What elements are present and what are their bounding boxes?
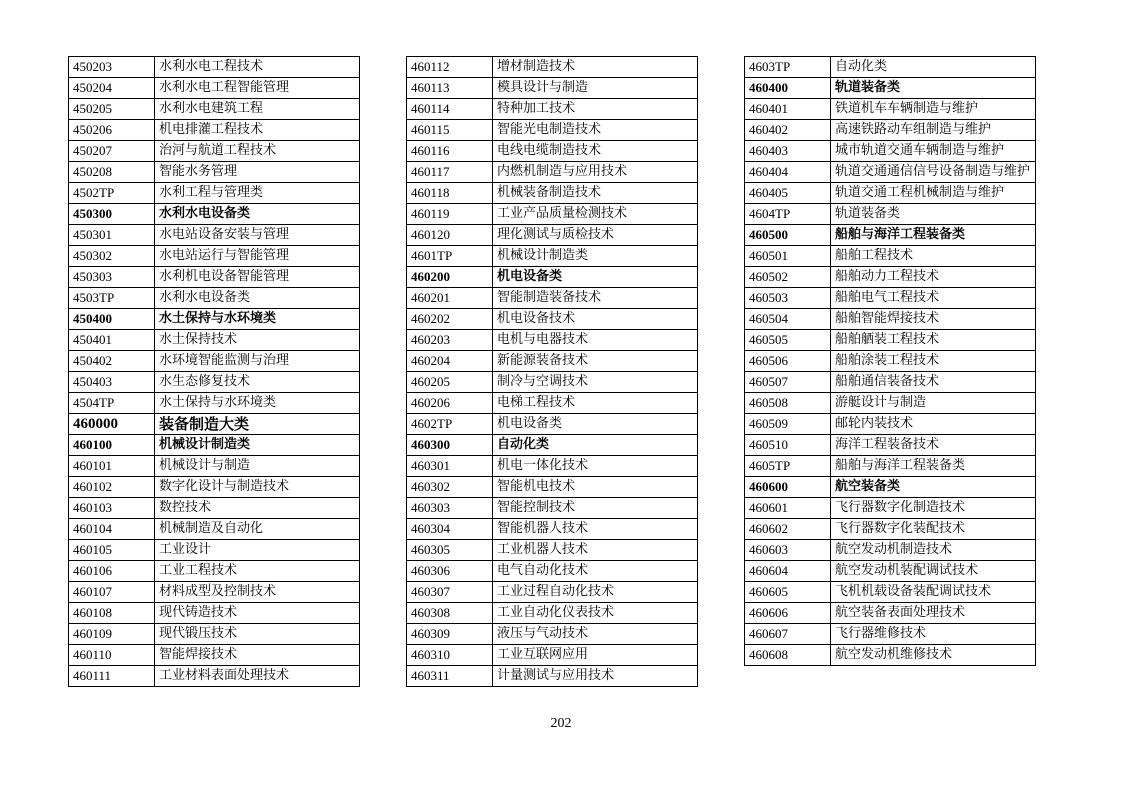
major-code: 460304: [407, 519, 493, 540]
table-row: [745, 540, 1036, 561]
major-code: 460115: [407, 120, 493, 141]
major-code: 450401: [69, 330, 155, 351]
major-code: 460206: [407, 393, 493, 414]
table-row: [407, 120, 698, 141]
major-code: 450303: [69, 267, 155, 288]
major-code: 460106: [69, 561, 155, 582]
major-code: 460504: [745, 309, 831, 330]
major-name: 水利水电设备类: [155, 204, 360, 225]
major-name: 工业产品质量检测技术: [493, 204, 698, 225]
major-name: 水利机电设备智能管理: [155, 267, 360, 288]
table-row: [69, 351, 360, 372]
major-code: 460302: [407, 477, 493, 498]
table-row: [407, 288, 698, 309]
major-name: 智能焊接技术: [155, 645, 360, 666]
major-code: 460303: [407, 498, 493, 519]
major-name: 水利水电设备类: [155, 288, 360, 309]
table-row: [745, 246, 1036, 267]
major-name: 机械设计制造类: [155, 435, 360, 456]
table-row: [69, 624, 360, 645]
table-row: [745, 603, 1036, 624]
table-row: [69, 309, 360, 330]
major-code: 460605: [745, 582, 831, 603]
table-row: [745, 99, 1036, 120]
table-row: [745, 393, 1036, 414]
table-row: [745, 225, 1036, 246]
major-name: 智能机器人技术: [493, 519, 698, 540]
catalog-table-1: [68, 56, 360, 687]
major-name: 轨道交通工程机械制造与维护: [831, 183, 1036, 204]
table-row: [407, 561, 698, 582]
table-row: [407, 309, 698, 330]
table-row: [69, 477, 360, 498]
major-code: 460201: [407, 288, 493, 309]
major-code: 460119: [407, 204, 493, 225]
major-name: 智能制造装备技术: [493, 288, 698, 309]
table-row: [407, 603, 698, 624]
major-code: 460311: [407, 666, 493, 687]
table-row: [69, 99, 360, 120]
major-name: 铁道机车车辆制造与维护: [831, 99, 1036, 120]
major-code: 460401: [745, 99, 831, 120]
major-name: 轨道装备类: [831, 78, 1036, 99]
table-row: [745, 162, 1036, 183]
table-row: [69, 330, 360, 351]
major-code: 4605TP: [745, 456, 831, 477]
major-name: 飞行器数字化装配技术: [831, 519, 1036, 540]
major-name: 智能水务管理: [155, 162, 360, 183]
major-name: 智能机电技术: [493, 477, 698, 498]
major-name: 船舶通信装备技术: [831, 372, 1036, 393]
page-number: 202: [550, 716, 572, 731]
major-name: 电气自动化技术: [493, 561, 698, 582]
major-code: 460205: [407, 372, 493, 393]
major-name: 海洋工程装备技术: [831, 435, 1036, 456]
major-code: 460202: [407, 309, 493, 330]
major-code: 460607: [745, 624, 831, 645]
major-code: 460505: [745, 330, 831, 351]
major-code: 460603: [745, 540, 831, 561]
major-name: 计量测试与应用技术: [493, 666, 698, 687]
major-code: 4601TP: [407, 246, 493, 267]
major-name: 船舶工程技术: [831, 246, 1036, 267]
major-code: 460402: [745, 120, 831, 141]
table-row: [745, 183, 1036, 204]
major-name: 装备制造大类: [155, 414, 360, 435]
major-name: 水利水电工程智能管理: [155, 78, 360, 99]
major-code: 460112: [407, 57, 493, 78]
table-row: [745, 435, 1036, 456]
major-name: 工业互联网应用: [493, 645, 698, 666]
table-row: [407, 624, 698, 645]
major-name: 机械制造及自动化: [155, 519, 360, 540]
table-row: [69, 645, 360, 666]
major-code: 4502TP: [69, 183, 155, 204]
table-row: [69, 435, 360, 456]
major-name: 船舶涂装工程技术: [831, 351, 1036, 372]
major-code: 460503: [745, 288, 831, 309]
table-row: [407, 456, 698, 477]
table-row: [69, 519, 360, 540]
major-name: 航空装备表面处理技术: [831, 603, 1036, 624]
table-row: [745, 624, 1036, 645]
major-name: 电线电缆制造技术: [493, 141, 698, 162]
table-row: [745, 519, 1036, 540]
major-name: 工业设计: [155, 540, 360, 561]
major-name: 航空发动机制造技术: [831, 540, 1036, 561]
table-row: [745, 330, 1036, 351]
major-name: 电梯工程技术: [493, 393, 698, 414]
table-row: [69, 78, 360, 99]
major-code: 460118: [407, 183, 493, 204]
table-row: [407, 162, 698, 183]
major-name: 工业过程自动化技术: [493, 582, 698, 603]
table-row: [69, 288, 360, 309]
major-code: 460604: [745, 561, 831, 582]
major-name: 工业工程技术: [155, 561, 360, 582]
table-row: [407, 204, 698, 225]
table-row: [69, 666, 360, 687]
table-row: [69, 141, 360, 162]
major-name: 船舶与海洋工程装备类: [831, 456, 1036, 477]
table-row: [69, 540, 360, 561]
table-row: [69, 393, 360, 414]
table-row: [407, 498, 698, 519]
major-code: 460601: [745, 498, 831, 519]
major-name: 水电站运行与智能管理: [155, 246, 360, 267]
major-code: 460300: [407, 435, 493, 456]
major-code: 450204: [69, 78, 155, 99]
major-code: 460310: [407, 645, 493, 666]
major-code: 460507: [745, 372, 831, 393]
table-row: [407, 99, 698, 120]
major-code: 460117: [407, 162, 493, 183]
table-row: [745, 78, 1036, 99]
major-code: 4602TP: [407, 414, 493, 435]
major-code: 460301: [407, 456, 493, 477]
major-name: 水利工程与管理类: [155, 183, 360, 204]
major-name: 现代铸造技术: [155, 603, 360, 624]
table-row: [69, 498, 360, 519]
major-code: 460306: [407, 561, 493, 582]
table-row: [407, 477, 698, 498]
major-code: 450400: [69, 309, 155, 330]
major-name: 航空发动机装配调试技术: [831, 561, 1036, 582]
catalog-table-2: [406, 56, 698, 687]
table-row: [407, 666, 698, 687]
table-row: [745, 309, 1036, 330]
table-row: [745, 57, 1036, 78]
table-row: [69, 204, 360, 225]
major-code: 460120: [407, 225, 493, 246]
major-code: 460110: [69, 645, 155, 666]
table-row: [407, 519, 698, 540]
major-name: 飞机机载设备装配调试技术: [831, 582, 1036, 603]
major-name: 模具设计与制造: [493, 78, 698, 99]
major-code: 460102: [69, 477, 155, 498]
major-name: 飞行器维修技术: [831, 624, 1036, 645]
major-name: 水电站设备安装与管理: [155, 225, 360, 246]
major-name: 数控技术: [155, 498, 360, 519]
table-row: [745, 204, 1036, 225]
table-row: [407, 372, 698, 393]
major-code: 460508: [745, 393, 831, 414]
major-code: 460101: [69, 456, 155, 477]
table-row: [69, 57, 360, 78]
major-code: 460113: [407, 78, 493, 99]
major-name: 水环境智能监测与治理: [155, 351, 360, 372]
major-code: 460600: [745, 477, 831, 498]
table-row: [407, 582, 698, 603]
major-name: 船舶智能焊接技术: [831, 309, 1036, 330]
table-row: [407, 330, 698, 351]
major-code: 460103: [69, 498, 155, 519]
major-name: 飞行器数字化制造技术: [831, 498, 1036, 519]
table-row: [407, 645, 698, 666]
major-name: 游艇设计与制造: [831, 393, 1036, 414]
major-code: 460000: [69, 414, 155, 435]
major-name: 机电设备技术: [493, 309, 698, 330]
major-name: 船舶舾装工程技术: [831, 330, 1036, 351]
table-row: [745, 141, 1036, 162]
major-name: 机电设备类: [493, 414, 698, 435]
major-name: 航空装备类: [831, 477, 1036, 498]
major-name: 水生态修复技术: [155, 372, 360, 393]
major-code: 460200: [407, 267, 493, 288]
major-code: 460309: [407, 624, 493, 645]
table-row: [745, 372, 1036, 393]
table-row: [69, 120, 360, 141]
major-code: 460204: [407, 351, 493, 372]
major-code: 460404: [745, 162, 831, 183]
table-row: [407, 351, 698, 372]
major-name: 城市轨道交通车辆制造与维护: [831, 141, 1036, 162]
major-code: 460608: [745, 645, 831, 666]
major-name: 水土保持与水环境类: [155, 393, 360, 414]
major-code: 4503TP: [69, 288, 155, 309]
table-row: [69, 603, 360, 624]
table-row: [407, 393, 698, 414]
major-name: 机电一体化技术: [493, 456, 698, 477]
major-code: 460400: [745, 78, 831, 99]
major-code: 4603TP: [745, 57, 831, 78]
major-name: 工业自动化仪表技术: [493, 603, 698, 624]
table-row: [745, 120, 1036, 141]
major-name: 邮轮内装技术: [831, 414, 1036, 435]
table-row: [69, 561, 360, 582]
major-name: 特种加工技术: [493, 99, 698, 120]
catalog-table-3: [744, 56, 1036, 666]
table-row: [407, 141, 698, 162]
table-row: [745, 414, 1036, 435]
major-name: 机械设计制造类: [493, 246, 698, 267]
major-name: 船舶动力工程技术: [831, 267, 1036, 288]
major-name: 工业材料表面处理技术: [155, 666, 360, 687]
major-code: 460403: [745, 141, 831, 162]
table-row: [69, 162, 360, 183]
table-row: [745, 288, 1036, 309]
major-name: 工业机器人技术: [493, 540, 698, 561]
major-code: 460100: [69, 435, 155, 456]
major-code: 4504TP: [69, 393, 155, 414]
major-name: 机电设备类: [493, 267, 698, 288]
major-code: 450403: [69, 372, 155, 393]
table-row: [69, 456, 360, 477]
table-row: [745, 351, 1036, 372]
table-row: [407, 57, 698, 78]
major-name: 高速铁路动车组制造与维护: [831, 120, 1036, 141]
major-name: 机械装备制造技术: [493, 183, 698, 204]
major-code: 460500: [745, 225, 831, 246]
major-name: 现代锻压技术: [155, 624, 360, 645]
major-name: 智能光电制造技术: [493, 120, 698, 141]
table-row: [745, 582, 1036, 603]
table-row: [69, 372, 360, 393]
table-row: [745, 456, 1036, 477]
major-code: 460502: [745, 267, 831, 288]
major-code: 450402: [69, 351, 155, 372]
major-name: 数字化设计与制造技术: [155, 477, 360, 498]
major-code: 450208: [69, 162, 155, 183]
major-code: 460114: [407, 99, 493, 120]
major-name: 水土保持技术: [155, 330, 360, 351]
major-code: 460606: [745, 603, 831, 624]
major-name: 机械设计与制造: [155, 456, 360, 477]
table-row: [407, 414, 698, 435]
table-row: [69, 267, 360, 288]
table-row: [69, 582, 360, 603]
major-code: 460506: [745, 351, 831, 372]
major-name: 船舶电气工程技术: [831, 288, 1036, 309]
major-code: 460108: [69, 603, 155, 624]
major-name: 机电排灌工程技术: [155, 120, 360, 141]
major-name: 船舶与海洋工程装备类: [831, 225, 1036, 246]
table-row: [745, 267, 1036, 288]
major-code: 450207: [69, 141, 155, 162]
major-name: 制冷与空调技术: [493, 372, 698, 393]
table-row: [407, 435, 698, 456]
major-code: 460501: [745, 246, 831, 267]
major-code: 4604TP: [745, 204, 831, 225]
major-code: 460308: [407, 603, 493, 624]
major-name: 增材制造技术: [493, 57, 698, 78]
major-code: 460305: [407, 540, 493, 561]
major-code: 460307: [407, 582, 493, 603]
major-name: 液压与气动技术: [493, 624, 698, 645]
major-code: 460104: [69, 519, 155, 540]
major-code: 460203: [407, 330, 493, 351]
major-name: 轨道装备类: [831, 204, 1036, 225]
major-name: 航空发动机维修技术: [831, 645, 1036, 666]
table-row: [407, 78, 698, 99]
major-code: 460109: [69, 624, 155, 645]
table-row: [69, 246, 360, 267]
major-name: 自动化类: [493, 435, 698, 456]
table-row: [69, 225, 360, 246]
major-name: 电机与电器技术: [493, 330, 698, 351]
table-row: [745, 561, 1036, 582]
major-name: 材料成型及控制技术: [155, 582, 360, 603]
major-code: 450203: [69, 57, 155, 78]
major-name: 轨道交通通信信号设备制造与维护: [831, 162, 1036, 183]
major-code: 460111: [69, 666, 155, 687]
major-name: 水利水电工程技术: [155, 57, 360, 78]
table-row: [69, 414, 360, 435]
table-row: [407, 540, 698, 561]
major-code: 450206: [69, 120, 155, 141]
major-name: 水土保持与水环境类: [155, 309, 360, 330]
major-code: 460510: [745, 435, 831, 456]
major-name: 内燃机制造与应用技术: [493, 162, 698, 183]
major-code: 450300: [69, 204, 155, 225]
table-row: [69, 183, 360, 204]
major-name: 智能控制技术: [493, 498, 698, 519]
major-name: 理化测试与质检技术: [493, 225, 698, 246]
major-code: 460405: [745, 183, 831, 204]
major-name: 治河与航道工程技术: [155, 141, 360, 162]
major-code: 460105: [69, 540, 155, 561]
major-name: 水利水电建筑工程: [155, 99, 360, 120]
major-name: 新能源装备技术: [493, 351, 698, 372]
major-code: 460602: [745, 519, 831, 540]
major-code: 460116: [407, 141, 493, 162]
table-row: [407, 225, 698, 246]
major-code: 460107: [69, 582, 155, 603]
major-code: 450205: [69, 99, 155, 120]
table-row: [407, 183, 698, 204]
major-code: 450301: [69, 225, 155, 246]
major-code: 460509: [745, 414, 831, 435]
table-row: [745, 498, 1036, 519]
table-row: [407, 267, 698, 288]
table-row: [407, 246, 698, 267]
major-code: 450302: [69, 246, 155, 267]
table-row: [745, 477, 1036, 498]
major-name: 自动化类: [831, 57, 1036, 78]
table-row: [745, 645, 1036, 666]
